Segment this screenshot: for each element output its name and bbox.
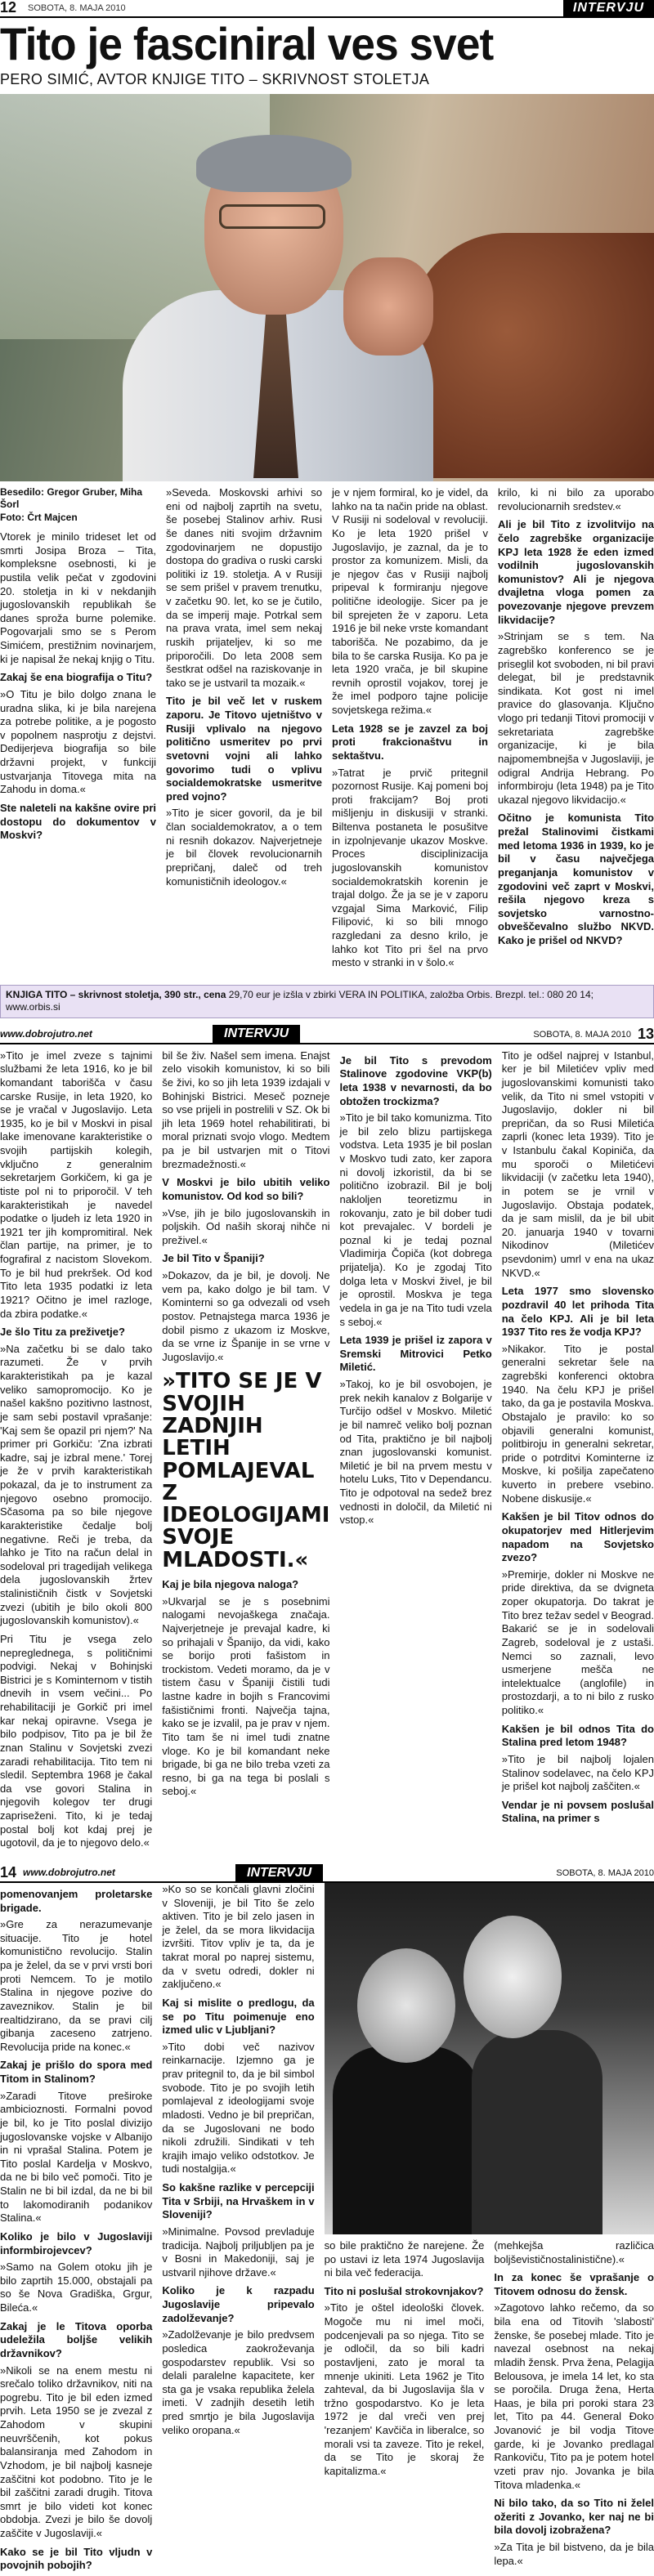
- website[interactable]: www.dobrojutro.net: [0, 1027, 92, 1040]
- photo-and-columns: [325, 1883, 654, 2576]
- answer: »Nikakor. Tito je postal generalni sekretar šele na zagrebški konferenci oktobra 1940. Na čelu KPJ je prišel tako, da ga je postavila Moskva. Obstajalo je pravilo: ko so objavili generalni komunist, politbiroju in generalni sekretar, pride o potrditvi Kominterne iz Moskve, ki pošilja zapečateno kuverto in prebere vsebino. Nobene diskusije.«: [501, 1342, 654, 1505]
- article-columns-p2: [0, 1044, 654, 1860]
- answer: »Tito je oštel ideološki človek. Mogoče mu ni imel moči, podcenjevali pa so njega. Tito se je odločil, da so bili kadri postavljeni, zato je moral ta mnenje ukiniti. Leta 1962 je Tito zahteval, da bi Jugoslavija šla v tržno gospodarstvo. Ko je leta 1972 je dal vreči ven prej 'rezanjem' Kavčiča in liberalce, so morali vsi ta zaveze. Tito je rekel, da se Tito je skoraj že kapitalizma.«: [324, 2301, 485, 2477]
- answer: je v njem formiral, ko je videl, da lahko na ta način pride na oblast. V Rusiji ni sodeloval v revoluciji. Ko je leta 1920 prišel v Jugoslavijo, je zaznal, da je to prostor za komunizem. Misli, da je njegov čas v Rusiji najbolj pripeval k formiranju njegove politične ideologije. Sicer pa je bil sprejeten že v zaporu. Leta 1916 je bil neke vrste komandant taborišča. Ne pozabimo, da je bila to še carska Rusija. Ko pa je leta 1920 vrača, je bil skupine revnih oprostil vojakov, torej je že imel podporo tajne policije sovjetskega režima.«: [332, 486, 488, 717]
- book-price: 29,70 eur je izšla v zbirki VERA IN POLITIKA, založba Orbis. Brezpl. tel.: 080 20 14; www.orbis.si: [6, 988, 594, 1013]
- answer: »Zagotovo lahko rečemo, da so bila ena od Titovih 'slabosti' ženske, še posebej mlade. Tito je navezal osebnost na nekaj mladih žensk. Prva žena, Pelagija Belousova, je imela 14 let, ko sta se poročila. Druga žena, Herta Haas, je bila pri poroki stara 23 let, Tito pa 44. General Đoko Jovanović je bil vodja Titove garde, ki je Jovanko predlagal Rankoviču, Tito pa je potem hotel vzeti prav njo. Jovanka je bila Titova mladenka.«: [494, 2301, 654, 2491]
- section-rubric: INTERVJU: [563, 0, 654, 17]
- answer: »Za Tita je bil bistveno, da je bila lepa.«: [494, 2541, 654, 2567]
- glasses-shape: [219, 204, 325, 229]
- section-rubric: INTERVJU: [213, 1025, 300, 1043]
- question: Leta 1977 smo slovensko pozdravil 40 let prihoda Tita na čelo KPJ. Ali je bil leta 1937 Tito res že vodja KPJ?: [501, 1285, 654, 1339]
- pull-quote: »TITO SE JE V SVOJIH ZADNJIH LETIH POMLAJEVAL Z IDEOLOGIJAMI SVOJE MLADOSTI.«: [162, 1369, 330, 1572]
- hair-shape: [196, 135, 352, 192]
- website[interactable]: www.dobrojutro.net: [23, 1867, 115, 1879]
- issue-date: SOBOTA, 8. MAJA 2010: [533, 1029, 631, 1040]
- question: Kakšen je bil Titov odnos do okupatorjev med Hitlerjevim napadom na Sovjetsko zvezo?: [501, 1510, 654, 1564]
- page-number: 13: [637, 1026, 654, 1043]
- answer: »Zadolževanje je bilo predvsem posledica zaokroževanja gospodarstev republik. Vsi so delali paralelne kapacitete, ker sta ga je vsaka republika želela imeti. V zadnjih desetih letih pred smrtjo je bila Jugoslavija veliko oropana.«: [162, 2328, 315, 2436]
- section-rubric: INTERVJU: [235, 1864, 323, 1882]
- answer: bil še živ. Našel sem imena. Enajst zelo visokih komunistov, ki so bili še živi, ko so jih leta 1939 izdajali v Bohinjski Bistrici. Meseč pozneje so vse prijeli in postrelili v SZ. Ok bi jih leta 1969 hotel rehabilitirati, bi moral priznati svojo vlogo. Medtem pa je bil ustvarjen mit o Titovi brezmadežnosti.«: [162, 1049, 330, 1170]
- question: Očitno je komunista Tito prežal Stalinovimi čistkami med letoma 1936 in 1939, ko je bil v času največjega preganjanja komunistov v zgodovini več zaprt v Moskvi, rešila njegovo kreza s sovjetsko varnostno-obveščevalno službo NKVD. Kako je prišel od NKVD?: [498, 812, 654, 947]
- page-header-13: [0, 1026, 654, 1044]
- question: Je šlo Titu za preživetje?: [0, 1326, 125, 1339]
- column-2: [166, 486, 322, 975]
- question: Zakaj še ena biografija o Titu?: [0, 671, 153, 684]
- page-number: 14: [0, 1864, 17, 1881]
- answer: »Premirje, dokler ni Moskve ne pride direktiva, da se dvigneta zoper okupatorja. Do takrat je Tito brez težav sedel v Beograd. Bakarić se je in sodelovali Zagreb, sodeloval je z ustaši. Nemci so zaznali, levo usmerjene mešča ne intelektualce (anglofile) in prostozdarji, a to ni bilo z rusko politiko.«: [501, 1568, 654, 1716]
- byline: [0, 486, 156, 524]
- question: Kakšen je bil odnos Tita do Stalina pred letom 1948?: [501, 1722, 654, 1749]
- answer: »Takoj, ko je bil osvobojen, je prek nekih kanalov z Bolgarije v Turčijo odšel v Moskvo. Miletić je bil namreč veliko bolj poznan od Tita, praktično je bil najbolj znan jugoslovanski komunist. Miletić je bil na prvem mestu v hotelu Luks, Tito v Dependancu. Tito je odpotoval na sedež brez vednosti in določil, da Miletić ni vstop.«: [339, 1378, 492, 1527]
- page-header-14: [0, 1865, 654, 1883]
- answer: krilo, ki ni bilo za uporabo revolucionarnih sredstev.«: [498, 486, 654, 512]
- column-3: [339, 1049, 491, 1855]
- question: Ste naleteli na kakšne ovire pri dostopu do dokumentov v Moskvi?: [0, 801, 156, 842]
- lead-paragraph: Vtorek je minilo trideset let od smrti Josipa Broza – Tita, kompleksne osebnosti, ki je pustila velik pečat v zgodovini 20. stoletja in ki v nekdanjih jugoslovanskih republikah še danes sproža burne polemike. Pogovarjali smo se s Perom Simićem, prestižnim novinarjem, ki je napisal že nekaj knjig o Titu.: [0, 530, 156, 665]
- question: Je bil Tito v Španiji?: [162, 1252, 265, 1265]
- book-title: KNJIGA TITO – skrivnost stoletja, 390 str., cena: [6, 988, 226, 1000]
- photo-credit: Foto: Črt Majcen: [0, 511, 78, 523]
- column-2: [162, 1049, 329, 1855]
- question: Tito je bil več let v ruskem zaporu. Je Titovo ujetništvo v Rusiji vplivalo na njegovo politično usmeritev po prvi svetovni vojni ali lahko govorimo tudi o vplivu socialdemokratske usmeritve pred vojno?: [166, 695, 322, 803]
- column-1: [0, 486, 156, 975]
- subheadline: PERO SIMIĆ, AVTOR KNJIGE TITO – SKRIVNOST STOLETJA: [0, 71, 430, 87]
- answer: »Tito je sicer govoril, da je bil član socialdemokratov, a o tem ni resnih dokazov. Najverjetneje je bil človek revolucionarnih prepričanj, daleč od treh komunističnih ideologov.«: [166, 807, 322, 888]
- column-3: [332, 486, 488, 975]
- column-1: [0, 1883, 152, 2576]
- page-header-12: [0, 0, 654, 18]
- answer: »Ukvarjal se je s posebnimi nalogami nevojaškega značaja. Najverjetneje je prevajal kadre, ki so prihajali v Španijo, da vidi, kako se borijo proti fašistom in trockistom. Vedeti moramo, da je v tistem času v Španiji čistili tudi lastne kadre in bojih s Francovimi fašističnimi fronti. Največja tajna, kako se je izvalil, pa je prav v njem. Tito tam še ni imel tudi znatne vloge. Ko je bil komandant neke brigade, bi ga ne bilo treba vzeti za resno, bi ga na tega bi poslali s seboj.«: [162, 1594, 330, 1798]
- answer: »Seveda. Moskovski arhivi so eni od najbolj zaprtih na svetu, še posebej Stalinov arhiv. Rusi še danes niti svojim državnim zgodovinarjem ne dopustijo dostopa do gradiva o ruski carski politiki iz 19. stoletja. A v Rusiji se sem prišel v pravem trenutku, v začetku 90. let, ko se je čutilo, da se imperij maje. Potrkal sem na prava vrata, imel sem nekaj ruskih prijateljev, ki so me priporočili. Do leta 2008 sem šestkrat odšel na raziskovanje in tako se je ustvaril ta mozaik.«: [166, 486, 322, 689]
- question: Kaj je bila njegova naloga?: [162, 1578, 299, 1591]
- question: So kakšne razlike v percepciji Tita v Srbiji, na Hrvaškem in v Sloveniji?: [162, 2181, 315, 2221]
- book-info-box: [0, 985, 654, 1018]
- answer: »Vse, jih je bilo jugoslovanskih in poljskih. Od naših skoraj nihče ni preživel.«: [162, 1206, 330, 1246]
- issue-date: SOBOTA, 8. MAJA 2010: [28, 2, 126, 13]
- question: Kaj si mislite o predlogu, da se po Titu poimenuje eno izmed ulic v Ljubljani?: [162, 1996, 315, 2037]
- answer: »Minimalne. Povsod prevladuje tradicija. Najbolj priljubljen pa je v Bosni in Makedoniji, saj je ustvaril njihove države.«: [162, 2225, 315, 2279]
- answer: »Tatrat je prvič pritegnil pozornost Rusije. Kaj pomeni boj proti frakcijam? Boj proti mišljenju in diskusiji v stranki. Biltenva postaneta le posušitve in izpolnjevanje ukazov Moskve. Proces disciplinizacija jugoslovanskih komunistov socialdemokratskih korenin je trajal dolgo. Že ja se je v zaporu vzgajal Sima Marković, Filip Filipović, ki so bili mnogo razgledani za desno krilo, je lahko kot Tito pri šel na prvo mesto v stranki in v šolo.«: [332, 766, 488, 969]
- question: Leta 1939 je prišel iz zapora v Sremski Mitrovici Petko Miletić.: [339, 1334, 492, 1374]
- column-4: [502, 1049, 654, 1855]
- answer: »Tito dobi več nazivov reinkarnacije. Izjemno ga je prav pritegnil to, da je bil simbol svobode. Tito je po svojih letih pomlajeval z ideologijami svoje mladosti. Vedno je bil prepričan, da se Jugoslovani ne bodo nikoli združili. Sindikati v teh krajih imajo veliko odstotkov. Je tudi nostalgija.«: [162, 2040, 315, 2176]
- answer: »O Titu je bilo dolgo znana le uradna slika, ki je bila narejena za potrebe politike, a je pogosto v popolnem nasprotju z dejstvi. Dedijerjeva biografija so bile državni projekt, v funkciji ustvarjanja Titovega mita na Zahodu in doma.«: [0, 687, 156, 796]
- question: Zakaj je le Titova oporba udeležila boljše velikih državnikov?: [0, 2319, 153, 2359]
- answer: »Tito je bil najbolj lojalen Stalinov sodelavec, na čelo KPJ je prišel kot najbolj zaščiten.«: [501, 1752, 654, 1793]
- question: Vendar je ni povsem poslušal Stalina, na primer s: [501, 1798, 654, 1825]
- question: In za konec še vprašanje o Titovem odnosu do žensk.: [494, 2271, 654, 2297]
- page-number: 12: [0, 0, 17, 16]
- article-columns-p1: [0, 481, 654, 980]
- answer: Pri Titu je vsega zelo nepreglednega, s političnimi podvigi. Nekaj v Bohinjski Bistrici je s Kominternom v tistih dnevih in vsem večini... Po rehabilitaciji je Gorkič pri imel kar nekaj opiravne. Vsega je bilo podpisov, Tito pa je bil že znan Stalinu v Sovjetski zvezi zaradi rehabilitacija. Tito tem ni sledil. Septembra 1968 je čakal da vse govori Stalina in njegovih kolegov ter drugi zapriseženi. Tito, ki je tedaj postal bolj kot kdaj prej je ugotovil, da je to njegovo delo.«: [0, 1632, 153, 1849]
- answer: »Gre za nerazumevanje situacije. Tito je hotel komunistično revolucijo. Stalin pa je želel, da se v prvi vrsti bori proti Nemcem. To je motilo Stalina in njegove pozive do zaveznikov. Stalin je bil realtidzirano, da se pravi cilj gibanja zaceseno zatrjeno. Revolucija pride na konec.«: [0, 1918, 153, 2053]
- answer: »Ko so se končali glavni zločini v Sloveniji, je bil Tito še zelo aktiven. Tito je bil zelo jasen in je želel, da se mora likvidacija izvršiti. Titov vpliv je ta, da je takrat moral po naprej sistemu, da v svetu odredi, dokler ni zaključeno.«: [162, 1882, 315, 1991]
- portrait-photo: [0, 94, 654, 481]
- answer: »Na začetku bi se dalo tako razumeti. Že v prvih karakteristikah pa je kazal veliko samopromocijo. Ko je našel kakšno pozitivno lastnost, je sam sebi postavil vprašanje: 'Kaj sem še opazil pri njem?' Na primer pri Gorkiču: 'Zna izbrati kadre, saj je izbral mene.' Torej je že v prvih karakteristikah pokazal, da je to instrument za njegovo osebno promocijo. Sčasoma pa so bile njegove karakteristike čedalje bolj negativne. Reči je treba, da lahko je Tito na račun delal in sodeloval pri tragedijah velikega dela jugoslovanskih žrtev stalinističnih čistk v Sovjetski zvezi (ubitih je bilo okoli 800 jugoslovanskih komunistov).«: [0, 1342, 153, 1627]
- question: Je bil Tito s prevodom Stalinove zgodovine VKP(b) leta 1938 v nevarnosti, da bo obtožen trockizma?: [339, 1053, 492, 1107]
- question: V Moskvi je bilo ubitih veliko komunistov. Od kod so bili?: [162, 1176, 330, 1202]
- issue-date: SOBOTA, 8. MAJA 2010: [556, 1867, 654, 1878]
- column-1: [0, 1049, 152, 1855]
- answer: »Tito je bil tako komunizma. Tito je bil zelo blizu partijskega vodstva. Leta 1935 je bil poslan v Moskvo tudi zato, ker zapora ni dovolj izkoristil, da bi se politično izobrazil. Bil je bolj nakloljen teoretizmu in rokovanju, zato je bil dober tudi kot prevajalec. V bordeli je poznal ki je tedaj poznal Vladimirja Čopiča (kot dobrega prijatelja). Ko je zgodaj Tito dolga leta v Moskvi živel, je bil je oprostil. Moskva je tega vedela in ga je na Tito tudi vzela s seboj.«: [339, 1111, 492, 1328]
- lower-columns: [325, 2239, 654, 2573]
- face-1: [357, 1948, 455, 2063]
- answer: »Samo na Golem otoku jih je bilo zaprtih 15.000, obstajali pa so še Nova Gradiška, Grgur, Bileća.«: [0, 2261, 153, 2314]
- answer: »Strinjam se s tem. Na zagrebško konferenco se je priseglil kot svoboden, ni bil pravi delegat, bil je predstavnik sindikata. Kot gost ni imel pravice do glasovanja. Ključno vlogo pri tedanji Titovi promociji v sekretariata zagrebške organizacije, ki je bila najpomembnejša v Jugoslaviji, je odigral Andrija Hebrang. Po informbiroju (leta 1948) pa je Tito ukazal njegovo likvidacijo.«: [498, 630, 654, 806]
- answer: so bile praktično že narejene. Že po ustavi iz leta 1974 Jugoslavija ni bila več federacija.: [324, 2238, 485, 2279]
- question: Koliko je k razpadu Jugoslavije pripevalo zadolževanje?: [162, 2284, 315, 2324]
- answer: (mehkejša različica boljševističnostalinistične).«: [494, 2238, 654, 2265]
- figure-suit-2: [472, 2030, 602, 2234]
- answer: »Dokazov, da je bil, je dovolj. Ne vem pa, kako dolgo je bil tam. V Kominterni so ga odvezali od vseh postov. Petnajstega marca 1936 je dobil pismo z ukazom iz Moskve, da se vrne iz Španije in se vrne v Jugoslavijo.«: [162, 1269, 330, 1363]
- question: Zakaj je prišlo do spora med Titom in Stalinom?: [0, 2059, 153, 2085]
- answer: »Tito je imel zveze s tajnimi službami že leta 1916, ko je bil komandant taborišča v času carske Rusije, in leta 1920, ko se je vračal v Jugoslavijo. Leta 1935, ko je bil v Moskvi in pisal lake imenovane karakteristike o svojih partijskih kolegih, vključno z generalnim sekretarjem Gorkičem, ki ga je tiste pol ni to priporočil. V teh karakteristikah je navedel podatke o ljudeh iz leta 1920 in 1921 ter jih kompromitiral. Nek član partije, na primer, je to fografiral z nacistom Slovekom. To je bil hud prekršek. Od kod Tito leta 1935 podatki iz leta 1921? Očitno je imel razloge, da zbira podatke.«: [0, 1049, 153, 1320]
- column-3: [325, 2239, 485, 2573]
- question: Ali je bil Tito z izvolitvijo na čelo zagrebške organizacije KPJ leta 1928 že eden izmed vodilnih jugoslovanskih komunistov? Ali je njegova dvajletna vloga pomen za povezovanje njegove prevzem likvidacije?: [498, 518, 654, 626]
- face-2: [464, 1916, 562, 2038]
- question: Leta 1928 se je zavzel za boj proti frakcionaštvu in sektaštvu.: [332, 722, 488, 762]
- byline-text: Besedilo: Gregor Gruber, Miha Šorl: [0, 486, 143, 511]
- sofa-shape: [409, 233, 654, 478]
- figure-suit-1: [333, 2046, 480, 2234]
- column-4: [494, 2239, 654, 2573]
- question: Tito ni poslušal strokovnjakov?: [324, 2284, 484, 2297]
- column-2: [162, 1883, 314, 2576]
- column-4: [498, 486, 654, 975]
- headline: Tito je fasciniral ves svet: [0, 18, 494, 69]
- answer: »Nikoli se na enem mestu ni srečalo toliko državnikov, niti na pogrebu. Tito je bil eden izmed prvih. Leta 1950 se je zvezal z Zahodom v skupini neuvrščenih, kot pokus balansiranja med Zahodom in Vzhodom, je bil najbolj kasneje zaščitni kot podobno. Tito je le bil zaščitni zaradi drugih. Titova smrt je bilo videti kot konec obdobja. Zvezi je bilo še dovolj zaščite v Jugoslaviji.«: [0, 2364, 153, 2539]
- historic-photo: [325, 1883, 654, 2234]
- article-columns-p3: [0, 1883, 654, 2576]
- question: Kako se je bil Tito vljudn v povojnih pobojih?: [0, 2545, 153, 2572]
- question: pomenovanjem proletarske brigade.: [0, 1887, 153, 1914]
- answer: Tito je odšel najprej v Istanbul, ker je bil Miletićev vpliv med jugoslovanskimi komunisti tako velik, da Tito ni smel vstopiti v Jugoslavijo, dokler ni bil prepričan, da so Rusi Miletića zaprli (konec leta 1939). Tito je v Istanbulu čakal Kopiniča, da mu sporoči o Miletićevi likvidaciji (v začetku leta 1940), in potem se je vrnil v Jugoslavijo. Obstaja podatek, da je sam mislil, da je bil ubit 20. januarja 1940 v tovarni Nikodinov (Miletićev psevdonim) umrl v ena na ukaz NKVD.«: [501, 1049, 654, 1279]
- question: Ni bilo tako, da so Tito ni želel ožeriti z Jovanko, ker naj ne bi bila dovolj izobražena?: [494, 2497, 654, 2537]
- answer: »Zaradi Titove preširoke ambicioznosti. Formalni povod je bil, ko je Tito poslal divizijo jugoslovanske vojske v Albanijo in ni vprašal Stalina. Potem je Tito poslal Kardelja v Moskvo, da ne bi bilo več pomoči. Tito je Stalin ne bi bil izdal, da ne bi bil to lakomodiranih podanikov Stalina.«: [0, 2089, 153, 2225]
- question: Koliko je bilo v Jugoslaviji informbirojevcev?: [0, 2229, 153, 2256]
- hand-shape: [343, 257, 433, 356]
